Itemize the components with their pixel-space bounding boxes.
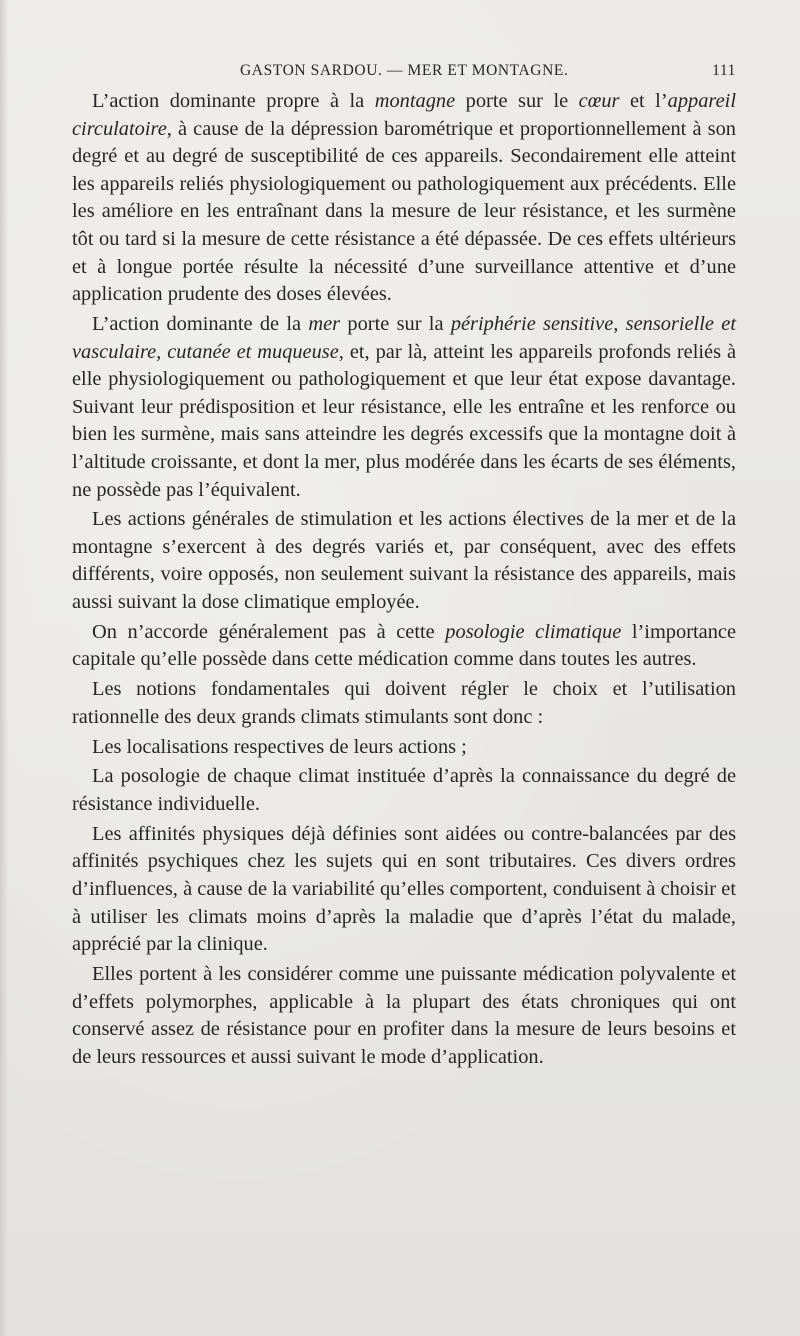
body-text [72, 88, 736, 1071]
paragraph-medication: Elles portent à les considérer comme une puissante médication polyvalente et d’effets polymorphes, applicable à la plupart des états chroniques qui ont conservé assez de résistance pour en profiter dans la mesure de leurs besoins et de leurs ressources et aussi suivant le mode d’application. [72, 962, 736, 1068]
paragraph-posologie-climat: La posologie de chaque climat instituée d’après la connaissance du degré de résistance individuelle. [72, 765, 736, 815]
page-edge-shadow [0, 0, 8, 1336]
paragraph-localisations: Les localisations respectives de leurs actions ; [92, 735, 467, 758]
italic-term: montagne [374, 90, 456, 112]
paragraph-actions-generales: Les actions générales de stimulation et les actions électives de la mer et de la montagne s’exercent à des degrés variés et, par conséquent, avec des effets différents, voire opposés, non seulement suivant la résistance des appareils, mais aussi suivant la dose climatique employée. [72, 508, 736, 614]
text-run: , et, par là, atteint les appareils profonds reliés à elle physiologiquement ou pathologiquement et que leur état expose davantage. Suivant leur prédisposition et leur résistance, elle les entraîne et les renforce ou bien les surmène, mais sans atteindre les degrés excessifs que la montagne doit à l’altitude croissante, et dont la mer, plus modérée dans les écarts de ses éléments, ne possède pas l’équivalent. [72, 340, 737, 501]
italic-term: périphérie sensitive, sensorielle et vasculaire, cutanée et muqueuse [72, 312, 736, 363]
paragraph-posologie [72, 619, 736, 674]
page-number: 111 [712, 62, 736, 79]
text-run: et l’ [619, 90, 668, 112]
paragraph-montagne [72, 88, 736, 309]
text-run: L’action dominante propre à la [92, 90, 375, 112]
text-run: L’action dominante de la [92, 312, 309, 335]
running-header [72, 62, 736, 86]
text-run: porte sur le [455, 90, 579, 112]
paragraph-notions: Les notions fondamentales qui doivent régler le choix et l’utilisation rationnelle des deux grands climats stimulants sont donc : [72, 678, 736, 728]
running-title: GASTON SARDOU. — MER ET MONTAGNE. [240, 62, 569, 79]
italic-term: mer [308, 312, 341, 335]
italic-term: posologie climatique [445, 620, 622, 643]
text-run: porte sur la [340, 312, 451, 335]
text-run: l’importance capitale qu’elle possède dans cette médication comme dans toutes les autres. [72, 620, 737, 671]
italic-term: cœur [578, 90, 620, 112]
italic-term: appareil circulatoire [72, 90, 736, 140]
text-run: On n’accorde généralement pas à cette [92, 620, 446, 643]
paragraph-affinites: Les affinités physiques déjà définies sont aidées ou contre-balancées par des affinités psychiques chez les sujets qui en sont tributaires. Ces divers ordres d’influences, à cause de la variabilité qu’elles comportent, conduisent à choisir et à utiliser les climats moins d’après la maladie que d’après l’état du malade, apprécié par la clinique. [72, 822, 736, 956]
paragraph-mer [72, 311, 736, 504]
text-run: , à cause de la dépression barométrique et proportionnellement à son degré et au degré de susceptibilité de ces appareils. Secondairement elle atteint les appareils reliés physiologiquement ou pathologiquement aux précédents. Elle les améliore en les entraînant dans la mesure de leur résistance, et les surmène tôt ou tard si la mesure de cette résistance a été dépassée. De ces effets ultérieurs et à longue portée résulte la nécessité d’une surveillance attentive et d’une application prudente des doses élevées. [72, 117, 736, 306]
